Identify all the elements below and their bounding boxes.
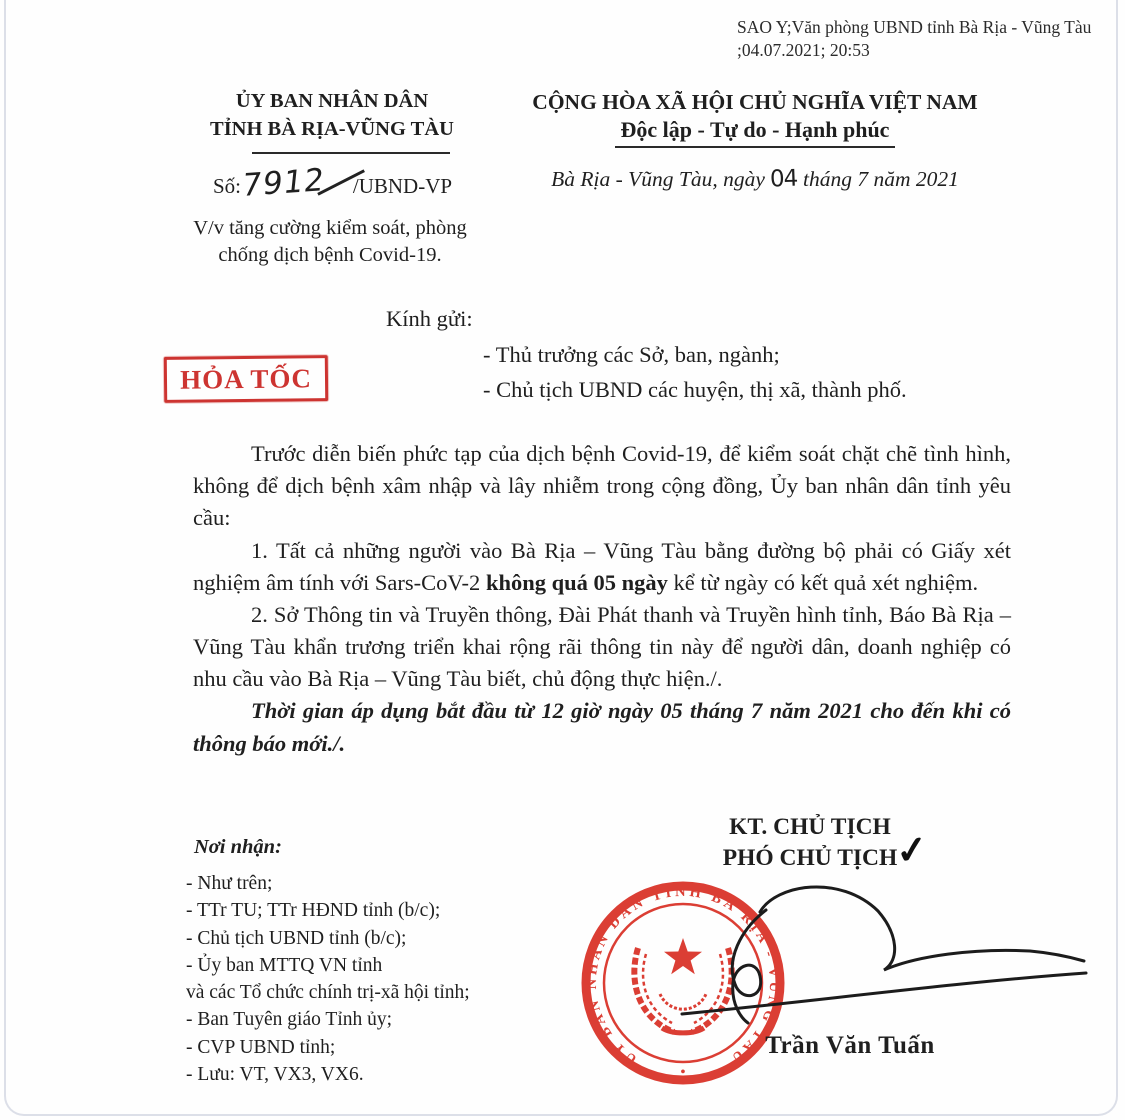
document-number xyxy=(160,160,505,212)
signature-arc xyxy=(760,887,1084,970)
where-sent-item: - Ban Tuyên giáo Tỉnh ủy; xyxy=(186,1009,393,1031)
body-paragraph-item1 xyxy=(193,535,1011,599)
urgent-priority-stamp xyxy=(164,355,328,403)
item1-text-after: kể từ ngày có kết quả xét nghiệm. xyxy=(667,569,979,595)
recipient-item: - Thủ trưởng các Sở, ban, ngành; xyxy=(483,342,780,367)
doc-number-prefix: Số: xyxy=(212,173,241,198)
signer-name: Trần Văn Tuấn xyxy=(765,1032,935,1059)
where-sent-item: - CVP UBND tỉnh; xyxy=(186,1036,336,1058)
recipient-item: - Chủ tịch UBND các huyện, thị xã, thành phố. xyxy=(483,376,907,402)
salutation: Kính gửi: xyxy=(386,306,473,331)
signer-title-line1: KT. CHỦ TỊCH xyxy=(729,814,891,840)
national-motto-line1: CỘNG HÒA XÃ HỘI CHỦ NGHĨA VIỆT NAM xyxy=(532,90,978,114)
issuer-underline xyxy=(252,152,450,154)
national-motto-line2: Độc lập - Tự do - Hạnh phúc xyxy=(615,115,896,148)
where-sent-item: - TTr TU; TTr HĐND tỉnh (b/c); xyxy=(186,900,441,922)
date-prefix: Bà Rịa - Vũng Tàu, ngày xyxy=(551,167,765,191)
where-sent-item: - Ủy ban MTTQ VN tỉnh xyxy=(186,954,383,976)
where-sent-item: - Như trên; xyxy=(186,873,273,894)
where-sent-item: - Lưu: VT, VX3, VX6. xyxy=(186,1064,364,1086)
seal-text: ỦY BAN NHÂN DÂN TỈNH BÀ RỊA - VŨNG TÀU xyxy=(583,883,783,1068)
issuing-agency-line1: ỦY BAN NHÂN DÂN xyxy=(235,90,429,112)
seal-bottom-mark: • xyxy=(680,1065,686,1080)
body-paragraph-item2: 2. Sở Thông tin và Truyền thông, Đài Phát thanh và Truyền hình tỉnh, Báo Bà Rịa – Vũng Tàu khẩn trương triển khai rộng rãi thông tin này để người dân, doanh nghiệp có nhu cầu vào Bà Rịa – Vũng Tàu biết, chủ động thực hiện./. xyxy=(193,601,1011,692)
national-header xyxy=(505,90,1005,148)
where-sent-item: - Chủ tịch UBND tỉnh (b/c); xyxy=(186,927,407,949)
issuing-agency-line2: TỈNH BÀ RỊA-VŨNG TÀU xyxy=(210,117,454,140)
where-sent-list xyxy=(186,870,470,1088)
where-sent-label: Nơi nhận: xyxy=(194,836,282,858)
recipient-list xyxy=(483,338,907,408)
doc-number-handwritten: 7912 xyxy=(240,161,327,205)
urgent-stamp-label: HỎA TỐC xyxy=(179,362,313,395)
body-paragraph-effective-time: Thời gian áp dụng bắt đầu từ 12 giờ ngày 05 tháng 7 năm 2021 cho đến khi có thông báo mới./. xyxy=(193,698,1011,756)
copy-stamp-line2: ;04.07.2021; 20:53 xyxy=(737,39,870,60)
body-paragraph-intro: Trước diễn biến phức tạp của dịch bệnh Covid-19, để kiểm soát chặt chẽ tình hình, không để dịch bệnh xâm nhập và lây nhiễm trong cộng đồng, Ủy ban nhân dân tỉnh yêu cầu: xyxy=(193,441,1011,531)
handwritten-signature xyxy=(618,878,1090,1033)
date-handwritten-day: 04 xyxy=(769,165,799,193)
place-date-line xyxy=(505,166,1005,192)
document-subject xyxy=(150,215,510,269)
date-suffix: tháng 7 năm 2021 xyxy=(802,167,959,191)
item1-text: 1. Tất cả những người vào Bà Rịa – Vũng Tàu bằng đường bộ phải có Giấy xét nghiệm âm tính với Sars-CoV-2 xyxy=(193,537,1011,595)
item1-bold-text: không quá 05 ngày xyxy=(485,569,668,595)
signer-title-line2: PHÓ CHỦ TỊCH xyxy=(722,845,898,872)
subject-line2: chống dịch bệnh Covid-19. xyxy=(218,244,442,267)
approval-checkmark: ✓ xyxy=(893,828,931,874)
signer-titles xyxy=(600,812,1020,874)
subject-line1: V/v tăng cường kiểm soát, phòng xyxy=(193,217,467,239)
issuing-agency xyxy=(158,88,506,143)
where-sent-item: và các Tổ chức chính trị-xã hội tỉnh; xyxy=(186,982,470,1004)
doc-number-suffix: /UBND-VP xyxy=(352,173,453,198)
copy-stamp-line1: SAO Y;Văn phòng UBND tỉnh Bà Rịa - Vũng Tàu xyxy=(737,17,1092,37)
document-body xyxy=(193,438,1011,760)
copy-certification-stamp xyxy=(737,16,1122,62)
